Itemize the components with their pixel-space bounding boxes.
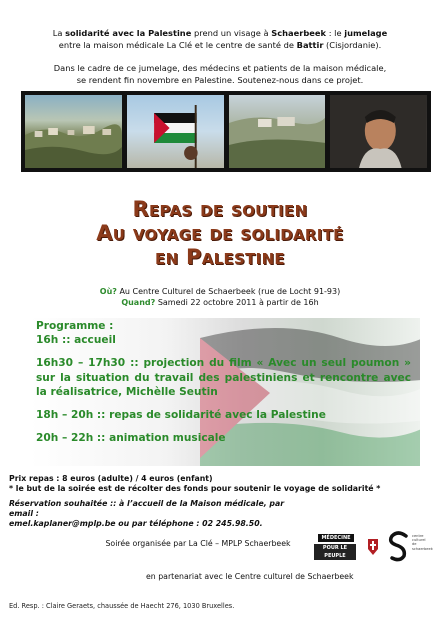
reservation-line-1: Réservation souhaitée :: à l’accueil de la Maison médicale, par email : (9, 499, 285, 518)
intro-p2-line1: Dans le cadre de ce jumelage, des médecins et patients de la maison médicale, (53, 63, 387, 73)
reservation-line-2: emel.kaplaner@mplp.be ou par téléphone : 02 245.98.50. (9, 518, 263, 528)
where-line (40, 286, 400, 297)
programme-item-accueil: 16h :: accueil (36, 334, 116, 347)
child-photo (330, 95, 427, 168)
title-line-1: Repas de soutien (132, 197, 308, 221)
intro-schaerbeek: Schaerbeek (271, 28, 327, 38)
centre-culturel-logo (386, 530, 433, 568)
intro-jumelage: jumelage (344, 28, 388, 38)
programme-box (30, 318, 420, 466)
editeur-responsable: Ed. Resp. : Claire Geraets, chaussée de Haecht 276, 1030 Bruxelles. (9, 602, 235, 610)
intro-paragraph-2 (20, 62, 420, 86)
medical-cross-logo (366, 538, 380, 556)
intro-text-e: : le (326, 28, 345, 38)
hillside-photo (229, 95, 326, 168)
price-line: Prix repas : 8 euros (adulte) / 4 euros (enfant) (9, 474, 213, 483)
village-photo (25, 95, 122, 168)
title-line-3: en Palestine (155, 245, 285, 269)
intro-text-i: (Cisjordanie). (323, 40, 382, 50)
programme-item-repas: 18h – 20h :: repas de solidarité avec la Palestine (36, 409, 326, 422)
mplp-logo-line-1: MÉDECINE (318, 534, 354, 542)
flag-photo (127, 95, 224, 168)
when-value: Samedi 22 octobre 2011 à partir de 16h (155, 298, 319, 307)
programme-item-animation: 20h – 22h :: animation musicale (36, 432, 226, 445)
intro-battir: Battir (296, 40, 324, 50)
event-details (40, 286, 400, 308)
where-label: Où? (99, 287, 117, 296)
intro-p2-line2: se rendent fin novembre en Palestine. Soutenez-nous dans ce projet. (76, 75, 364, 85)
title-line-2: Au voyage de solidarité (96, 221, 344, 245)
reservation-section (9, 499, 309, 528)
mplp-logo (314, 534, 356, 559)
intro-paragraph-1 (20, 27, 420, 51)
when-label: Quand? (121, 298, 156, 307)
intro-text-a: La (52, 28, 66, 38)
intro-text-c: prend un visage à (191, 28, 272, 38)
partner-text: en partenariat avec le Centre culturel de Schaerbeek (146, 572, 354, 581)
when-line (40, 297, 400, 308)
centre-culturel-caption: centre culturel de schaerbeek (412, 534, 433, 551)
programme-heading: Programme : (36, 320, 114, 332)
programme-text (36, 319, 411, 445)
intro-text (20, 27, 420, 86)
event-title (20, 197, 420, 269)
photo-strip (21, 91, 431, 172)
intro-solidarite: solidarité avec la Palestine (65, 28, 192, 38)
price-note: * le but de la soirée est de récolter des fonds pour soutenir le voyage de solidarité * (9, 483, 381, 493)
where-value: Au Centre Culturel de Schaerbeek (rue de Locht 91-93) (116, 287, 341, 296)
programme-item-projection: 16h30 – 17h30 :: projection du film « Avec un seul poumon » sur la situation du travail des palestiniens et rencontre avec la réalisatrice, Michèlle Seutin (36, 357, 411, 398)
organiser-text: Soirée organisée par La Clé – MPLP Schaerbeek (105, 539, 291, 548)
mplp-logo-line-2: POUR LE PEUPLE (314, 544, 356, 560)
intro-text-g: entre la maison médicale La Clé et le centre de santé de (58, 40, 297, 50)
prices-section (9, 474, 429, 493)
